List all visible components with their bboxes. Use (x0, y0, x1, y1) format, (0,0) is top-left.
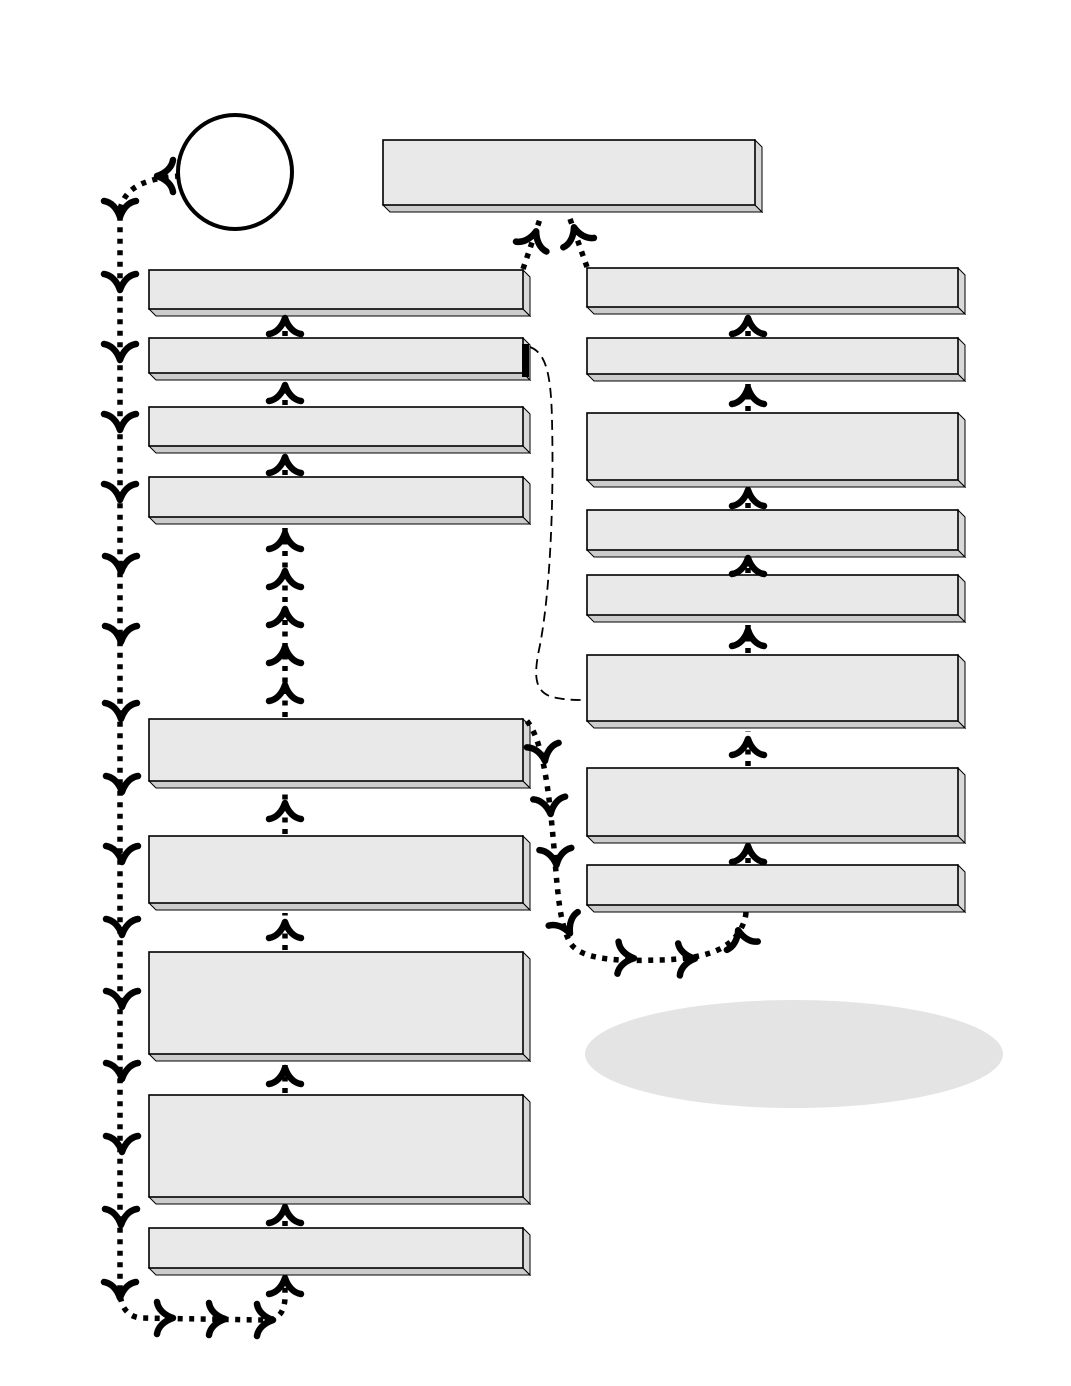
left-chain-arrow-3 (269, 456, 301, 475)
right-chain-arrow-5 (732, 625, 764, 653)
box-front-face (587, 575, 958, 615)
box-right-face (958, 510, 965, 557)
box-right-face (958, 768, 965, 843)
left-box-7 (149, 952, 530, 1061)
left-chain-arrow-1 (269, 315, 301, 336)
connector-line (530, 347, 585, 700)
arrowhead-icon (269, 647, 301, 663)
left-box-1 (149, 270, 530, 316)
arrowhead-icon (269, 1207, 301, 1223)
arrowhead-icon (105, 626, 137, 642)
arrowhead-icon (106, 1063, 138, 1079)
box-front-face (149, 836, 523, 903)
box-front-face (587, 865, 958, 905)
right-box-4 (587, 510, 965, 557)
arrowhead-icon (269, 385, 301, 401)
arrowhead-icon (539, 848, 572, 866)
box-right-face (958, 413, 965, 487)
box-bottom-face (149, 446, 530, 453)
left-box-5 (149, 719, 530, 788)
right-box-5 (587, 575, 965, 622)
arrowhead-icon (527, 743, 561, 763)
right-box-7 (587, 768, 965, 843)
box-right-face (523, 719, 530, 788)
box-bottom-face (587, 905, 965, 912)
box-front-face (587, 655, 958, 721)
box-front-face (149, 1228, 523, 1268)
box-right-face (958, 338, 965, 381)
box-front-face (587, 510, 958, 550)
right-chain-arrow-6 (732, 731, 764, 766)
box-bottom-face (587, 721, 965, 728)
right-chain-arrow-1 (732, 316, 764, 336)
box-front-face (587, 768, 958, 836)
arrowhead-icon (105, 556, 137, 572)
box-bottom-face (587, 836, 965, 843)
left-chain-arrow-6 (269, 913, 301, 950)
box-bottom-face (149, 517, 530, 524)
box-bottom-face (587, 550, 965, 557)
right-top-feed-connector (559, 216, 594, 267)
right-chain-arrow-7 (732, 846, 764, 863)
arrowhead-icon (106, 991, 138, 1007)
arrowhead-icon (104, 484, 136, 500)
left-chain-arrow-7 (269, 1064, 301, 1093)
arrowhead-icon (732, 630, 764, 646)
box-front-face (149, 477, 523, 517)
box-front-face (149, 338, 523, 373)
box-right-face (958, 865, 965, 912)
box-front-face (149, 719, 523, 781)
right-box-2 (587, 338, 965, 381)
right-box-6 (587, 655, 965, 728)
top-box (383, 140, 762, 212)
arrowhead-icon (105, 703, 137, 719)
arrowhead-icon (269, 533, 301, 549)
connector-port-bar (522, 344, 529, 377)
left-box-3 (149, 407, 530, 453)
box-bottom-face (587, 307, 965, 314)
background-ellipse (585, 1000, 1003, 1108)
arrowhead-icon (617, 942, 634, 975)
box-right-face (523, 1228, 530, 1275)
left-chain-arrow-2 (269, 383, 301, 405)
box-right-face (755, 140, 762, 212)
arrowhead-icon (104, 201, 136, 217)
dashed-association (530, 347, 585, 700)
arrowhead-icon (269, 571, 301, 587)
arrowhead-icon (104, 414, 136, 430)
branch-connector (527, 721, 758, 975)
right-chain-arrow-3 (732, 490, 764, 508)
box-right-face (523, 952, 530, 1061)
arrowhead-icon (723, 926, 758, 950)
box-bottom-face (149, 781, 530, 788)
left-box-2 (149, 338, 530, 380)
box-front-face (383, 140, 755, 205)
arrowhead-icon (209, 1303, 225, 1335)
arrowhead-icon (269, 803, 301, 819)
box-front-face (149, 407, 523, 446)
right-box-8 (587, 865, 965, 912)
arrowhead-icon (732, 388, 764, 404)
box-right-face (523, 270, 530, 316)
box-right-face (523, 477, 530, 524)
right-box-3 (587, 413, 965, 487)
box-bottom-face (587, 480, 965, 487)
left-chain-arrow-8 (269, 1207, 301, 1226)
arrowhead-icon (678, 943, 696, 976)
box-bottom-face (149, 373, 530, 380)
box-right-face (958, 655, 965, 728)
left-box-4 (149, 477, 530, 524)
box-bottom-face (587, 374, 965, 381)
box-front-face (587, 338, 958, 374)
start-circle (178, 115, 292, 229)
arrowhead-icon (516, 226, 551, 251)
box-bottom-face (383, 205, 762, 212)
box-front-face (149, 1095, 523, 1197)
box-right-face (523, 836, 530, 910)
right-chain-arrow-2 (732, 384, 764, 411)
box-bottom-face (149, 1054, 530, 1061)
box-right-face (523, 1095, 530, 1204)
box-front-face (149, 952, 523, 1054)
box-front-face (149, 270, 523, 309)
left-box-6 (149, 836, 530, 910)
box-right-face (523, 407, 530, 453)
arrowhead-icon (157, 160, 173, 192)
box-bottom-face (587, 615, 965, 622)
box-bottom-face (149, 1268, 530, 1275)
box-bottom-face (149, 1197, 530, 1204)
left-top-feed-connector (516, 216, 551, 269)
left-chain-arrow-4 (269, 527, 301, 717)
box-front-face (587, 268, 958, 307)
arrowhead-icon (269, 1068, 301, 1084)
right-chain-arrow-4 (732, 558, 764, 574)
box-bottom-face (149, 903, 530, 910)
box-front-face (587, 413, 958, 480)
arrowhead-icon (104, 1282, 136, 1298)
left-chain-arrow-5 (269, 791, 301, 834)
box-bottom-face (149, 309, 530, 316)
right-box-1 (587, 268, 965, 314)
left-box-8 (149, 1095, 530, 1204)
arrowhead-icon (106, 776, 138, 792)
left-box-9 (149, 1228, 530, 1275)
arrowhead-icon (269, 685, 301, 701)
box-right-face (958, 575, 965, 622)
box-right-face (958, 268, 965, 314)
arrowhead-icon (105, 1209, 137, 1225)
